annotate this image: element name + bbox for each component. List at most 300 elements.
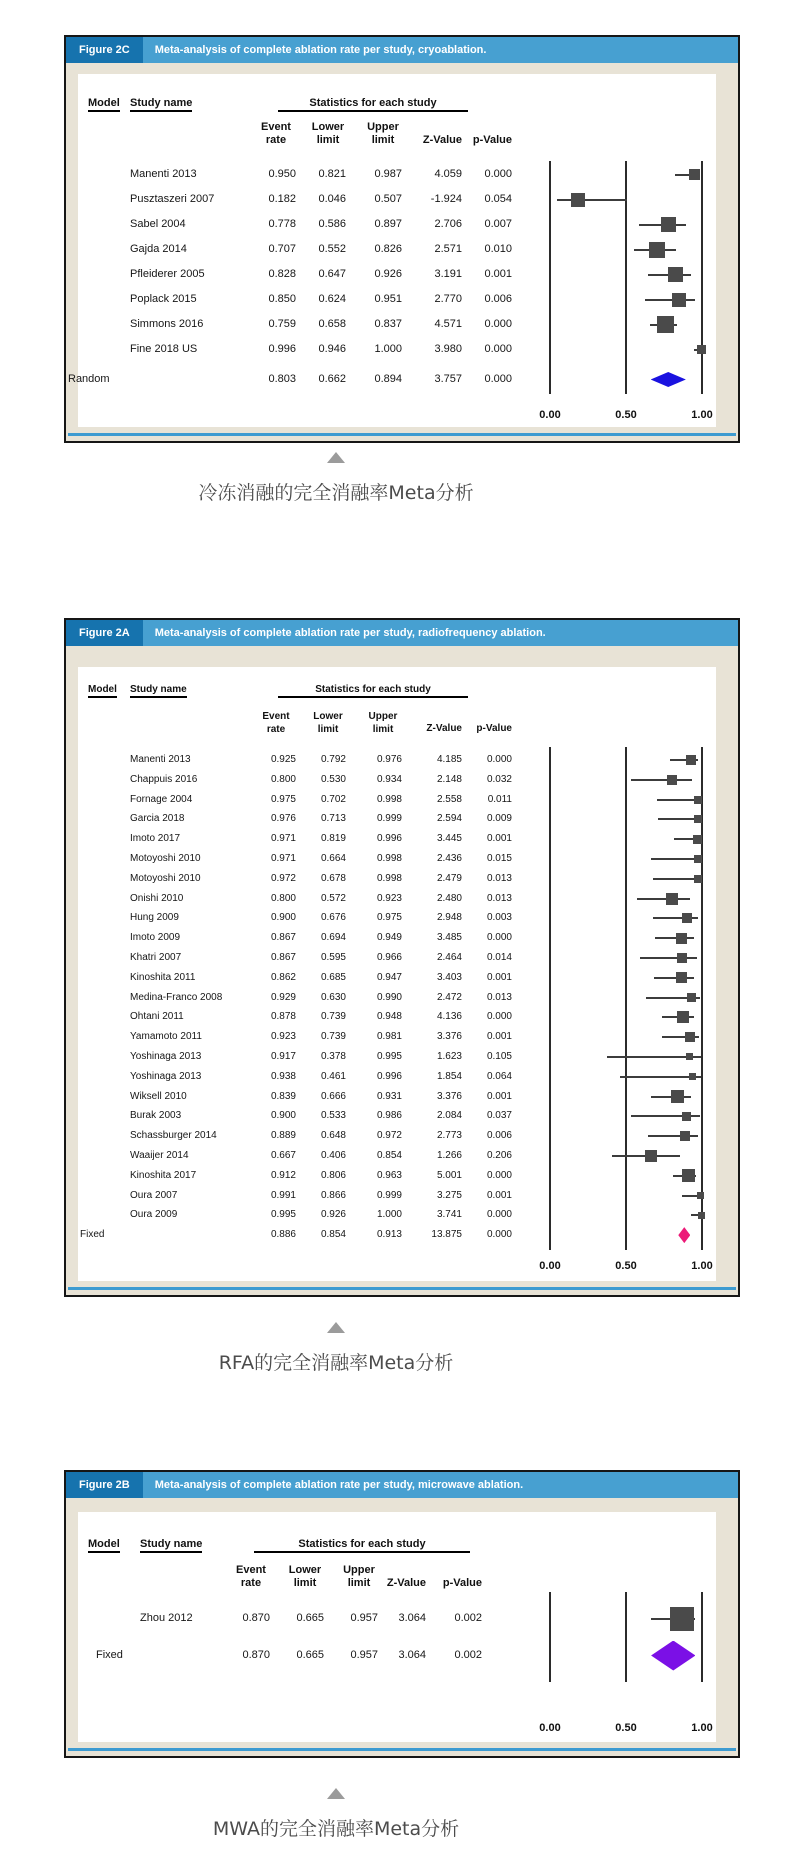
study-name: Hung 2009 bbox=[130, 912, 179, 924]
stat-value: 0.507 bbox=[374, 193, 402, 205]
study-name: Chappuis 2016 bbox=[130, 773, 198, 785]
study-name: Motoyoshi 2010 bbox=[130, 853, 201, 864]
stat-value: 0.971 bbox=[270, 833, 296, 845]
stat-value: 0.923 bbox=[376, 892, 402, 904]
statistics-group-header: Statistics for each study bbox=[278, 97, 468, 112]
stat-value: 0.105 bbox=[486, 1051, 512, 1062]
event-rate-marker bbox=[645, 1150, 657, 1162]
event-rate-marker bbox=[571, 193, 585, 207]
ci-whisker bbox=[557, 199, 627, 201]
axis-tick-label: 0.00 bbox=[539, 1260, 561, 1272]
stat-value: 0.998 bbox=[376, 853, 402, 864]
column-header-line: Event bbox=[236, 1564, 266, 1576]
event-rate-marker bbox=[698, 1212, 705, 1219]
stat-value: 4.136 bbox=[436, 1011, 462, 1023]
column-header-line: rate bbox=[266, 724, 286, 735]
up-triangle-icon bbox=[327, 1322, 345, 1333]
event-rate-marker bbox=[689, 169, 700, 180]
stat-value: 0.001 bbox=[486, 833, 512, 845]
stat-value: 0.630 bbox=[320, 991, 346, 1003]
stat-value: 0.064 bbox=[486, 1070, 512, 1082]
stat-value: 3.376 bbox=[436, 1031, 462, 1043]
stat-value: 0.926 bbox=[320, 1209, 346, 1221]
study-name: Fine 2018 US bbox=[130, 343, 198, 355]
stat-value: 0.007 bbox=[484, 218, 512, 230]
stat-value: 0.206 bbox=[486, 1150, 512, 1161]
stat-value: 0.000 bbox=[486, 1209, 512, 1221]
study-name: Schassburger 2014 bbox=[130, 1130, 217, 1142]
stat-value: 0.713 bbox=[320, 813, 346, 825]
stat-value: 0.897 bbox=[374, 218, 402, 230]
study-name: Garcia 2018 bbox=[130, 813, 185, 825]
stat-value: 0.800 bbox=[270, 892, 296, 904]
up-triangle-icon bbox=[327, 452, 345, 463]
stat-value: 0.000 bbox=[486, 1169, 512, 1181]
stat-value: 2.773 bbox=[436, 1130, 462, 1142]
stat-value: 2.148 bbox=[436, 773, 462, 785]
forest-plot bbox=[66, 620, 738, 1295]
stat-value: 0.665 bbox=[296, 1649, 324, 1661]
event-rate-marker bbox=[694, 796, 702, 804]
axis-line bbox=[625, 1592, 627, 1682]
study-name: Ohtani 2011 bbox=[130, 1011, 184, 1023]
column-header-line: Event bbox=[262, 711, 290, 722]
ci-whisker bbox=[631, 779, 692, 781]
study-name: Imoto 2017 bbox=[130, 833, 181, 845]
event-rate-marker bbox=[667, 775, 677, 785]
column-header-line: limit bbox=[316, 134, 340, 146]
stat-value: 0.987 bbox=[374, 168, 402, 180]
stat-value: 2.706 bbox=[434, 218, 462, 230]
stat-value: 0.662 bbox=[318, 373, 346, 385]
study-name: Yamamoto 2011 bbox=[130, 1031, 202, 1043]
stat-value: 0.800 bbox=[270, 773, 296, 785]
stat-value: 0.000 bbox=[484, 373, 512, 385]
stat-value: 3.191 bbox=[434, 268, 462, 280]
stat-value: 0.929 bbox=[270, 991, 296, 1003]
event-rate-marker bbox=[693, 835, 702, 844]
stat-value: 3.741 bbox=[436, 1209, 462, 1221]
figure-2c-box bbox=[64, 35, 740, 443]
stat-value: 0.996 bbox=[376, 1070, 402, 1082]
stat-value: 0.665 bbox=[296, 1612, 324, 1624]
stat-value: 0.015 bbox=[486, 853, 512, 864]
figure-2a-caption-block bbox=[0, 1322, 672, 1375]
stat-value: 0.002 bbox=[454, 1649, 482, 1661]
stat-value: 0.664 bbox=[320, 853, 346, 864]
stat-value: 0.006 bbox=[486, 1130, 512, 1142]
study-name: Gajda 2014 bbox=[130, 243, 187, 255]
model-label: Random bbox=[68, 373, 110, 385]
event-rate-marker bbox=[685, 1032, 695, 1042]
bottom-accent-line bbox=[68, 1748, 736, 1751]
column-header-line: limit bbox=[347, 1577, 371, 1589]
stat-value: 0.996 bbox=[376, 833, 402, 845]
stat-value: 0.032 bbox=[486, 773, 512, 785]
stat-value: 2.464 bbox=[436, 952, 462, 963]
axis-line bbox=[549, 747, 551, 1250]
study-name: Onishi 2010 bbox=[130, 892, 184, 904]
stat-value: 0.991 bbox=[270, 1189, 296, 1201]
stat-value: 0.950 bbox=[268, 168, 296, 180]
stat-value: 0.694 bbox=[320, 932, 346, 944]
stat-value: 3.275 bbox=[436, 1189, 462, 1201]
stat-value: 0.000 bbox=[486, 1229, 512, 1241]
stat-value: 0.946 bbox=[318, 343, 346, 355]
stat-value: 0.759 bbox=[268, 318, 296, 330]
stat-value: 0.572 bbox=[320, 892, 346, 904]
figure-title: Meta-analysis of complete ablation rate per study, microwave ablation. bbox=[154, 1479, 524, 1491]
figure-label-badge: Figure 2C bbox=[66, 37, 143, 63]
stat-value: 0.995 bbox=[270, 1209, 296, 1221]
event-rate-marker bbox=[694, 875, 702, 883]
event-rate-marker bbox=[676, 972, 687, 983]
stat-value: 0.666 bbox=[320, 1090, 346, 1102]
study-name-column-header: Study name bbox=[130, 97, 192, 112]
stat-value: 0.739 bbox=[320, 1031, 346, 1043]
stat-value: 0.938 bbox=[270, 1070, 296, 1082]
stat-value: 0.667 bbox=[270, 1150, 296, 1161]
figure-caption: RFA的完全消融率Meta分析 bbox=[218, 1352, 454, 1374]
study-name: Poplack 2015 bbox=[130, 293, 197, 305]
stat-value: 0.406 bbox=[320, 1150, 346, 1161]
stat-value: 3.980 bbox=[434, 343, 462, 355]
stat-value: 3.485 bbox=[436, 932, 462, 944]
event-rate-marker bbox=[676, 933, 687, 944]
stat-value: 0.806 bbox=[320, 1169, 346, 1181]
column-header-line: rate bbox=[265, 134, 287, 146]
study-name-column-header: Study name bbox=[140, 1538, 202, 1553]
study-name: Manenti 2013 bbox=[130, 754, 191, 765]
stat-value: 0.976 bbox=[376, 754, 402, 765]
model-label: Fixed bbox=[80, 1229, 105, 1241]
event-rate-marker bbox=[694, 815, 702, 823]
forest-plot bbox=[66, 37, 738, 441]
stat-value: 0.854 bbox=[376, 1150, 402, 1161]
axis-tick-label: 0.50 bbox=[615, 409, 637, 421]
study-name: Oura 2009 bbox=[130, 1209, 178, 1221]
stat-value: 0.037 bbox=[486, 1110, 512, 1122]
stat-value: 0.839 bbox=[270, 1090, 296, 1102]
stat-value: 0.975 bbox=[376, 912, 402, 924]
stat-value: 0.648 bbox=[320, 1130, 346, 1142]
study-name: Fornage 2004 bbox=[130, 793, 193, 805]
stat-value: 0.658 bbox=[318, 318, 346, 330]
stat-value: 0.975 bbox=[270, 793, 296, 805]
stat-value: 0.870 bbox=[242, 1649, 270, 1661]
stat-value: 0.011 bbox=[487, 793, 512, 805]
p-value-column-header: p-Value bbox=[442, 1577, 482, 1589]
stat-value: 0.886 bbox=[270, 1229, 296, 1241]
stat-value: 0.378 bbox=[320, 1051, 346, 1062]
stat-value: 0.821 bbox=[318, 168, 346, 180]
stat-value: 0.862 bbox=[270, 971, 296, 983]
event-rate-marker bbox=[661, 217, 676, 232]
study-name: Yoshinaga 2013 bbox=[130, 1070, 202, 1082]
axis-line bbox=[549, 161, 551, 394]
event-rate-marker bbox=[670, 1607, 694, 1631]
stat-value: 0.792 bbox=[320, 754, 346, 765]
figure-2b-box bbox=[64, 1470, 740, 1758]
figure-label-badge: Figure 2A bbox=[66, 620, 143, 646]
summary-diamond bbox=[678, 1227, 690, 1243]
stat-value: 0.702 bbox=[320, 793, 346, 805]
stat-value: 1.000 bbox=[374, 343, 402, 355]
stat-value: 0.998 bbox=[376, 793, 402, 805]
stat-value: 0.867 bbox=[270, 952, 296, 963]
event-rate-marker bbox=[682, 913, 692, 923]
study-name: Kinoshita 2011 bbox=[130, 971, 196, 983]
stat-value: 0.803 bbox=[268, 373, 296, 385]
stat-value: 0.778 bbox=[268, 218, 296, 230]
event-rate-marker bbox=[668, 267, 683, 282]
column-header-line: Lower bbox=[313, 711, 343, 722]
figure-title: Meta-analysis of complete ablation rate per study, cryoablation. bbox=[154, 44, 487, 56]
column-header-line: Event bbox=[261, 121, 291, 133]
column-header-line: rate bbox=[240, 1577, 262, 1589]
stat-value: 0.182 bbox=[268, 193, 296, 205]
stat-value: 0.972 bbox=[270, 872, 296, 884]
figure-title: Meta-analysis of complete ablation rate per study, radiofrequency ablation. bbox=[154, 627, 546, 639]
stat-value: 0.461 bbox=[320, 1070, 346, 1082]
study-name: Medina-Franco 2008 bbox=[130, 991, 223, 1003]
z-value-column-header: Z-Value bbox=[386, 1577, 426, 1589]
column-header-line: Lower bbox=[311, 121, 345, 133]
stat-value: 0.707 bbox=[268, 243, 296, 255]
stat-value: 0.925 bbox=[270, 754, 296, 765]
stat-value: 4.571 bbox=[434, 318, 462, 330]
stat-value: 2.594 bbox=[436, 813, 462, 825]
event-rate-marker bbox=[694, 855, 702, 863]
stat-value: 2.571 bbox=[434, 243, 462, 255]
column-header-line: limit bbox=[317, 724, 339, 735]
up-triangle-icon bbox=[327, 1788, 345, 1799]
stat-value: 2.084 bbox=[436, 1110, 462, 1122]
stat-value: 0.934 bbox=[376, 773, 402, 785]
stat-value: 0.900 bbox=[270, 1110, 296, 1122]
column-header-line: limit bbox=[372, 724, 394, 735]
stat-value: 0.947 bbox=[376, 971, 402, 983]
stat-value: 0.912 bbox=[270, 1169, 296, 1181]
stat-value: 0.963 bbox=[376, 1169, 402, 1181]
stat-value: 0.002 bbox=[454, 1612, 482, 1624]
figure-caption: 冷冻消融的完全消融率Meta分析 bbox=[198, 482, 474, 504]
axis-tick-label: 1.00 bbox=[691, 1260, 713, 1272]
figure-2a-box bbox=[64, 618, 740, 1297]
axis-line bbox=[701, 1592, 703, 1682]
p-value-column-header: p-Value bbox=[472, 134, 512, 146]
stat-value: 0.586 bbox=[318, 218, 346, 230]
study-name: Burak 2003 bbox=[130, 1110, 182, 1122]
event-rate-marker bbox=[686, 1053, 693, 1060]
study-name: Zhou 2012 bbox=[140, 1612, 193, 1624]
stat-value: 0.972 bbox=[376, 1130, 402, 1142]
model-label: Fixed bbox=[96, 1649, 123, 1661]
stat-value: 0.014 bbox=[486, 952, 512, 963]
column-header-line: Upper bbox=[367, 121, 399, 133]
stat-value: 0.001 bbox=[486, 1090, 512, 1102]
stat-value: 0.013 bbox=[486, 991, 512, 1003]
figure-2b-caption-block bbox=[0, 1788, 672, 1841]
summary-diamond bbox=[651, 1641, 695, 1671]
stat-value: 0.854 bbox=[320, 1229, 346, 1241]
stat-value: 0.894 bbox=[374, 373, 402, 385]
ci-whisker bbox=[655, 937, 694, 939]
stat-value: 0.595 bbox=[320, 952, 346, 963]
stat-value: 0.676 bbox=[320, 912, 346, 924]
stat-value: 3.403 bbox=[436, 971, 462, 983]
stat-value: 0.976 bbox=[270, 813, 296, 825]
event-rate-marker bbox=[687, 993, 696, 1002]
stat-value: 0.552 bbox=[318, 243, 346, 255]
stat-value: 0.990 bbox=[376, 991, 402, 1003]
stat-value: 5.001 bbox=[436, 1169, 462, 1181]
study-name-column-header: Study name bbox=[130, 684, 187, 698]
column-header-line: Upper bbox=[343, 1564, 375, 1576]
stat-value: 0.900 bbox=[270, 912, 296, 924]
statistics-group-header: Statistics for each study bbox=[254, 1538, 470, 1553]
stat-value: 0.010 bbox=[484, 243, 512, 255]
stat-value: 0.996 bbox=[268, 343, 296, 355]
stat-value: 2.558 bbox=[436, 793, 462, 805]
stat-value: 0.826 bbox=[374, 243, 402, 255]
stat-value: 0.000 bbox=[484, 168, 512, 180]
stat-value: 1.000 bbox=[376, 1209, 402, 1221]
study-name: Khatri 2007 bbox=[130, 952, 182, 963]
stat-value: 3.757 bbox=[434, 373, 462, 385]
event-rate-marker bbox=[677, 1011, 689, 1023]
stat-value: 0.867 bbox=[270, 932, 296, 944]
model-column-header: Model bbox=[88, 97, 120, 112]
event-rate-marker bbox=[649, 242, 665, 258]
stat-value: 13.875 bbox=[431, 1229, 462, 1241]
stat-value: 0.999 bbox=[376, 813, 402, 825]
event-rate-marker bbox=[657, 316, 674, 333]
stat-value: 0.870 bbox=[242, 1612, 270, 1624]
stat-value: 0.624 bbox=[318, 293, 346, 305]
axis-tick-label: 0.50 bbox=[615, 1722, 637, 1734]
figure-label-badge: Figure 2B bbox=[66, 1472, 143, 1498]
stat-value: 2.948 bbox=[436, 912, 462, 924]
stat-value: 0.948 bbox=[376, 1011, 402, 1023]
event-rate-marker bbox=[666, 893, 678, 905]
stat-value: 0.013 bbox=[486, 872, 512, 884]
ci-whisker bbox=[640, 957, 696, 959]
study-name: Kinoshita 2017 bbox=[130, 1169, 197, 1181]
ci-whisker bbox=[645, 299, 695, 301]
stat-value: 0.819 bbox=[320, 833, 346, 845]
ci-whisker bbox=[637, 898, 690, 900]
stat-value: 0.850 bbox=[268, 293, 296, 305]
stat-value: 0.917 bbox=[270, 1051, 296, 1062]
axis-tick-label: 0.50 bbox=[615, 1260, 637, 1272]
z-value-column-header: Z-Value bbox=[422, 134, 462, 146]
stat-value: 0.957 bbox=[350, 1612, 378, 1624]
event-rate-marker bbox=[680, 1131, 690, 1141]
axis-tick-label: 1.00 bbox=[691, 409, 713, 421]
stat-value: 3.376 bbox=[436, 1090, 462, 1102]
event-rate-marker bbox=[697, 1192, 704, 1199]
stat-value: 0.003 bbox=[486, 912, 512, 924]
stat-value: 1.623 bbox=[436, 1051, 462, 1062]
stat-value: 0.999 bbox=[376, 1189, 402, 1201]
stat-value: 0.006 bbox=[484, 293, 512, 305]
stat-value: 0.837 bbox=[374, 318, 402, 330]
event-rate-marker bbox=[677, 953, 687, 963]
bottom-accent-line bbox=[68, 433, 736, 436]
stat-value: 0.998 bbox=[376, 872, 402, 884]
stat-value: 1.266 bbox=[436, 1150, 462, 1161]
event-rate-marker bbox=[697, 345, 706, 354]
stat-value: 0.000 bbox=[486, 754, 512, 765]
axis-tick-label: 0.00 bbox=[539, 409, 561, 421]
study-name: Sabel 2004 bbox=[130, 218, 186, 230]
stat-value: 4.185 bbox=[436, 754, 462, 765]
axis-line bbox=[701, 161, 703, 394]
bottom-accent-line bbox=[68, 1287, 736, 1290]
stat-value: 0.926 bbox=[374, 268, 402, 280]
stat-value: -1.924 bbox=[430, 193, 462, 205]
stat-value: 0.530 bbox=[320, 773, 346, 785]
model-column-header: Model bbox=[88, 684, 117, 698]
column-header-line: Upper bbox=[368, 711, 398, 722]
stat-value: 0.923 bbox=[270, 1031, 296, 1043]
study-name: Wiksell 2010 bbox=[130, 1090, 187, 1102]
study-name: Pfleiderer 2005 bbox=[130, 268, 205, 280]
axis-line bbox=[549, 1592, 551, 1682]
model-column-header: Model bbox=[88, 1538, 120, 1553]
stat-value: 2.436 bbox=[436, 853, 462, 864]
event-rate-marker bbox=[671, 1090, 684, 1103]
forest-plot bbox=[66, 1472, 738, 1756]
stat-value: 0.647 bbox=[318, 268, 346, 280]
study-name: Oura 2007 bbox=[130, 1189, 178, 1201]
column-header-line: limit bbox=[293, 1577, 317, 1589]
stat-value: 3.445 bbox=[436, 833, 462, 845]
stat-value: 0.828 bbox=[268, 268, 296, 280]
stat-value: 0.931 bbox=[376, 1090, 402, 1102]
stat-value: 0.009 bbox=[486, 813, 512, 825]
study-name: Manenti 2013 bbox=[130, 168, 197, 180]
statistics-group-header: Statistics for each study bbox=[278, 684, 468, 698]
event-rate-marker bbox=[682, 1112, 691, 1121]
z-value-column-header: Z-Value bbox=[426, 723, 462, 734]
stat-value: 1.854 bbox=[436, 1070, 462, 1082]
stat-value: 0.000 bbox=[484, 318, 512, 330]
ci-whisker bbox=[648, 1135, 697, 1137]
event-rate-marker bbox=[672, 293, 686, 307]
column-header-line: Lower bbox=[288, 1564, 322, 1576]
stat-value: 2.480 bbox=[436, 892, 462, 904]
stat-value: 0.866 bbox=[320, 1189, 346, 1201]
stat-value: 0.678 bbox=[320, 872, 346, 884]
stat-value: 0.000 bbox=[486, 932, 512, 944]
stat-value: 0.046 bbox=[318, 193, 346, 205]
figure-2c-caption-block bbox=[0, 452, 672, 505]
stat-value: 0.889 bbox=[270, 1130, 296, 1142]
stat-value: 0.957 bbox=[350, 1649, 378, 1661]
stat-value: 0.001 bbox=[484, 268, 512, 280]
study-name: Waaijer 2014 bbox=[130, 1150, 189, 1161]
stat-value: 0.995 bbox=[376, 1051, 402, 1062]
stat-value: 0.981 bbox=[376, 1031, 402, 1043]
study-name: Pusztaszeri 2007 bbox=[130, 193, 215, 205]
study-name: Imoto 2009 bbox=[130, 932, 181, 944]
stat-value: 0.949 bbox=[376, 932, 402, 944]
stat-value: 0.533 bbox=[320, 1110, 346, 1122]
stat-value: 0.951 bbox=[374, 293, 402, 305]
stat-value: 2.472 bbox=[436, 991, 462, 1003]
